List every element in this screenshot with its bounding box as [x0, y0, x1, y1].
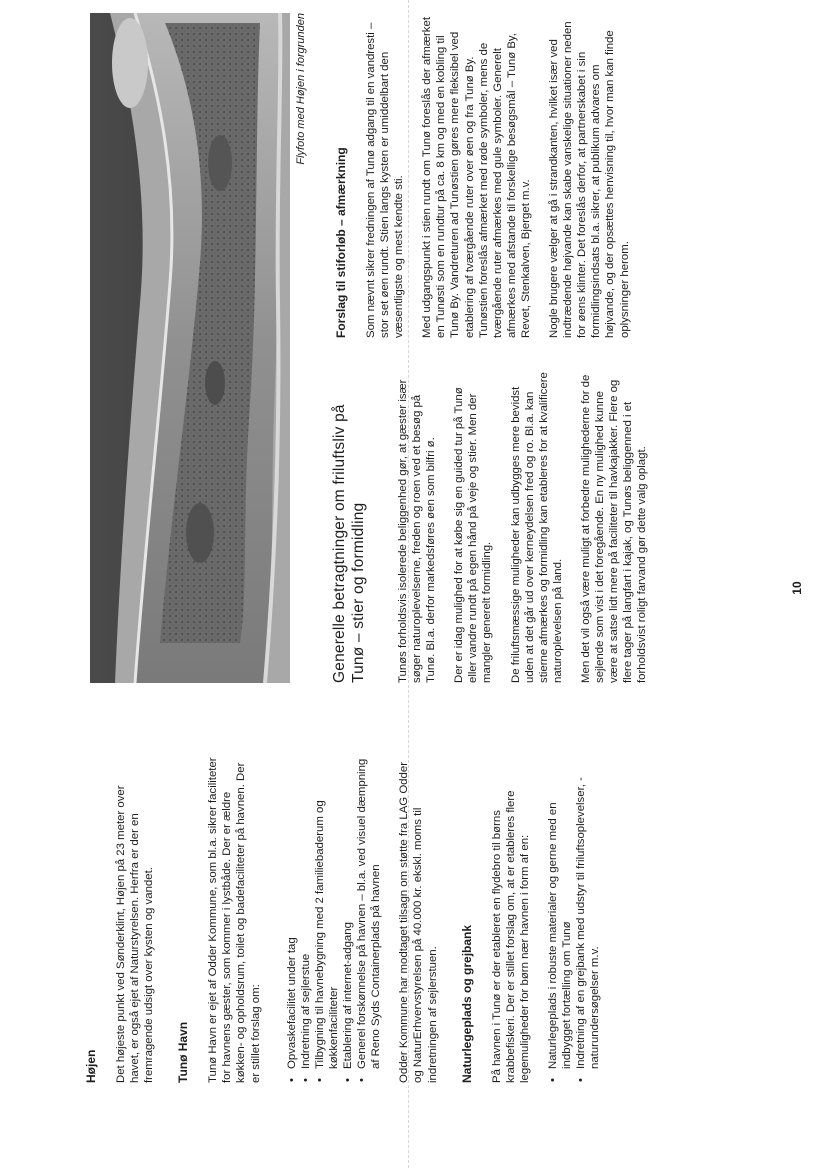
paragraph: Der er idag mulighed for at købe sig en guided tur på Tunø eller vandre rundt på egen hånd på veje og stier. Men der mangler generelt formidling. [453, 387, 494, 683]
paragraph: De friluftsmæssige muligheder kan udbygges mere bevidst uden at det går ud over kerneydelsen fred og ro. Bl.a. kan stierne afmærkes og formidling kan etableres for at kvalificere naturoplevelsen på land. [509, 372, 564, 683]
list-item: • Etablering af internet-adgang [341, 753, 355, 1071]
photo-caption: Flyfoto med Højen i forgrunden [295, 13, 307, 165]
middle-column [330, 363, 663, 683]
page-number: 10 [790, 581, 804, 595]
list-item: • Generel forskønnelse på havnen – bl.a. ved visuel dæmpning af Reno Syds Containerplads på havnen [355, 753, 383, 1071]
aerial-photo [90, 13, 290, 683]
list-item: • Indretning af sejlerstue [299, 753, 313, 1071]
list-item: • Indretning af en grejbank med udstyr til friluftsoplevelser, -naturundersøgelser m.v. [574, 753, 602, 1071]
left-column [84, 753, 616, 1083]
heading-forslag-stiforlob: Forslag til stiforløb – afmærkning [334, 147, 348, 338]
heading-line-1: Generelle betragtninger om friluftsliv på [331, 404, 348, 683]
heading-generelle-betragtninger [330, 363, 368, 683]
list-item: • Naturlegeplads i robuste materialer og gerne med en indbygget fortælling om Tunø [546, 753, 574, 1071]
heading-line-2: Tunø – stier og formidling [350, 502, 367, 683]
paragraph-tuno-havn: Tunø Havn er ejet af Odder Kommune, som bl.a. sikrer faciliteter for havnens gæster, som kommer i lystbåde. Der er ældre køkken- og opholdsrum, toilet og badefaciliteter på havnen. Der er stillet forslag om: [207, 757, 262, 1083]
aerial-photo-image [90, 13, 290, 683]
heading-hojen: Højen [84, 1049, 98, 1083]
paragraph-hojen: Det højeste punkt ved Sønderklint, Højen på 23 meter over havet, er også ejet af Naturstyrelsen. Herfra er der en fremragende udsigt over kysten og vandet. [115, 785, 156, 1083]
havn-proposals-list [285, 753, 384, 1083]
heading-naturlegeplads: Naturlegeplads og grejbank [459, 924, 474, 1083]
paragraph-naturlegeplads: På havnen i Tunø er der etableret en flydebro til børns krabbefiskeri. Der er stillet forslag om, at er etableres flere legemuligheder for børn nær havnen i form af en: [490, 790, 531, 1083]
legeplads-proposals-list [546, 753, 602, 1083]
right-column [330, 13, 646, 338]
paragraph: Nogle brugere vælger at gå i strandkanten, hvilket især ved indtrædende højvande kan skabe vanskelige situationer neden for øens klinter. Det foreslås derfor, at partnerskabet i sin formidlingsindsats bl.a. sikrer, at publikum advares om højvande, og der opsættes henvisning til, hvor man kan finde oplysninger herom. [548, 21, 631, 338]
heading-tuno-havn: Tunø Havn [176, 1021, 191, 1083]
list-item: • Tilbygning til havnebygning med 2 familiebaderum og køkkenfaciliteter [313, 753, 341, 1071]
paragraph: Men det vil også være muligt at forbedre mulighederne for de sejlende som vist i det foregående. En ny mulighed kunne være at satse lidt mere på faciliteter til havkajakker. Flere og flere tager på langfart i kajak, og Tunøs beliggenned i et forholdsvist roligt farvand gør dette valg oplagt. [579, 374, 649, 683]
paragraph: Som nævnt sikrer fredningen af Tunø adgang til en vandresti – stor set øen rundt. Stien langs kysten er umiddelbart den væsentligste og mest kendte sti. [365, 22, 406, 338]
paragraph: Med udgangspunkt i stien rundt om Tunø foreslås der afmærket en Tunøsti som en rundtur på ca. 8 km og med en kobling til Tunø By. Vandreturen ad Tunøstien gøres mere fleksibel ved etablering af tværgående ruter over øen og fra Tunø By. Tunøstien foreslås afmærket med røde symboler, mens de tværgående ruter afmærkes med gule symboler. Generelt afmærkes med afstande til forskellige besøgsmål – Tunø By, Revet, Stenkalven, Bjerget m.v. [421, 17, 532, 338]
list-item: • Opvaskefacilitet under tag [285, 753, 299, 1071]
paragraph: Tunøs forholdsvis isolerede beliggenhed gør, at gæster især søger naturoplevelserne, freden og roen ved et besøg på Tunø. Bl.a. derfor markedsføres øen som bilfri ø. [397, 379, 438, 683]
paragraph-funding: Odder Kommune har modtaget tilsagn om støtte fra LAG Odder og NaturErhvervstyrelsen på 40.000 kr. ekskl. moms til indretningen af sejlerstuen. [398, 762, 439, 1083]
